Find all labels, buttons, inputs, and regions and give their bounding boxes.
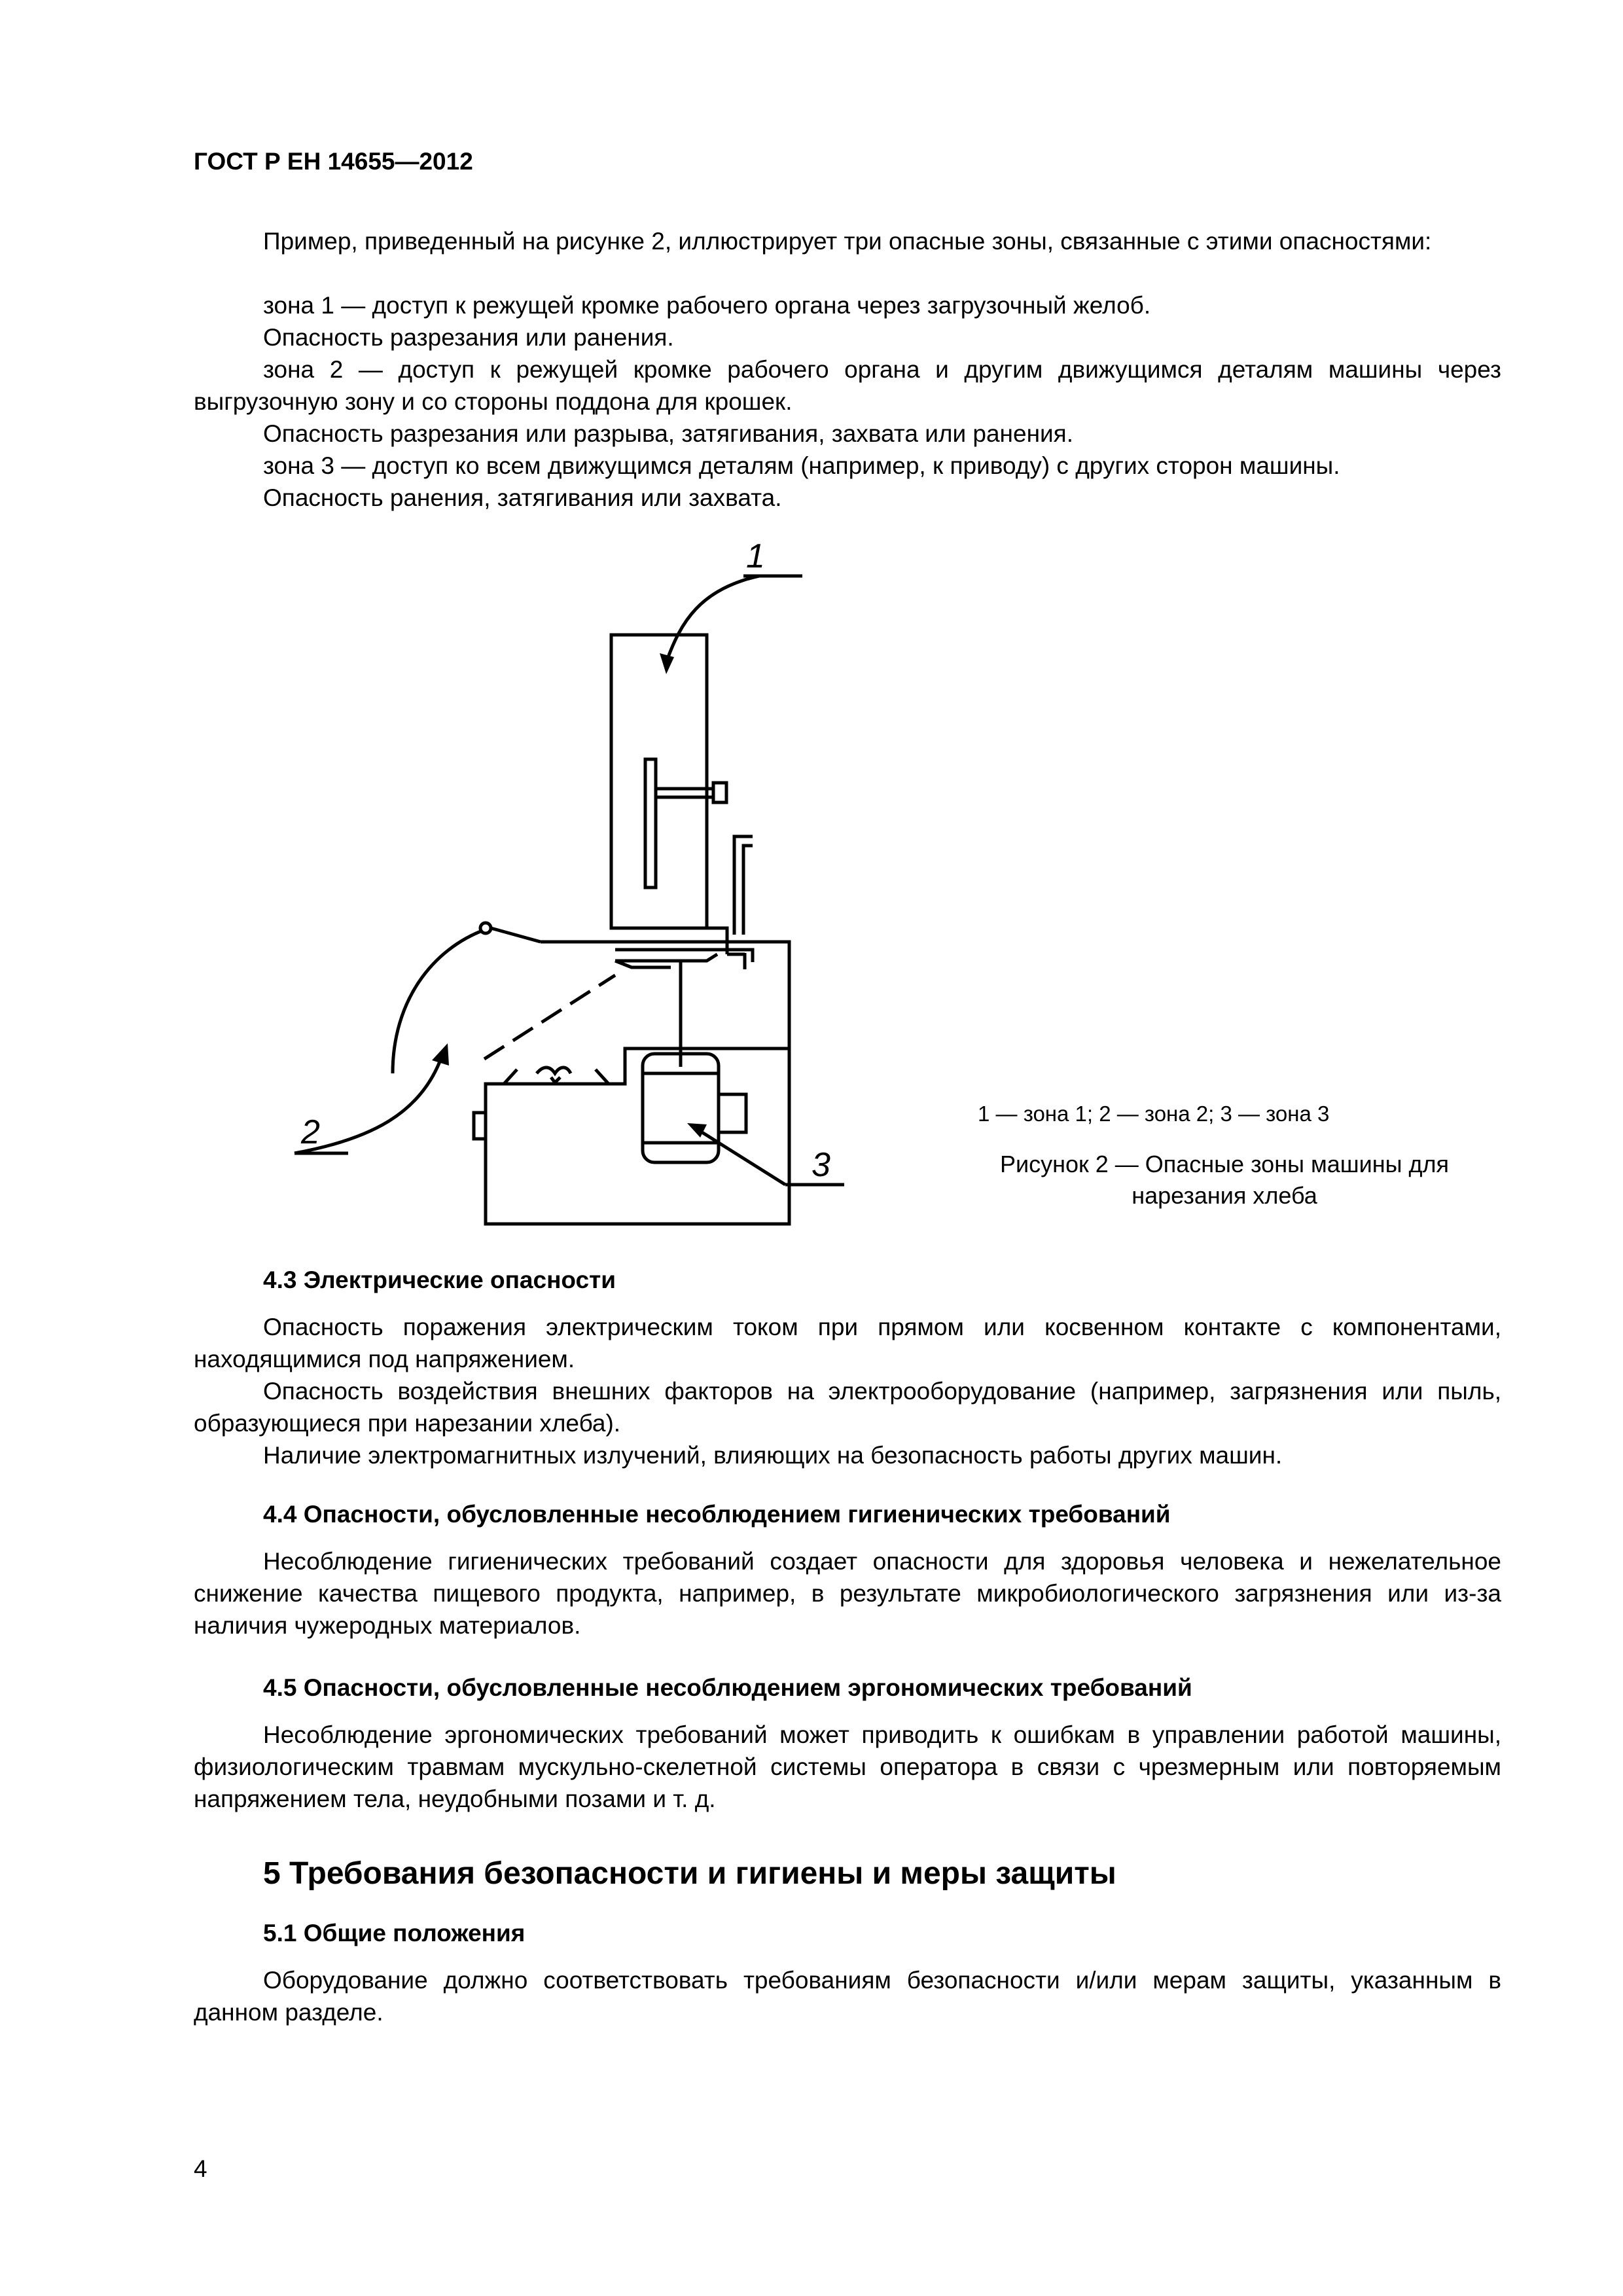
- guard-arc: [393, 929, 486, 1073]
- paragraph: зона 3 — доступ ко всем движущимся деталям (например, к приводу) с других сторон машины.: [263, 452, 1340, 479]
- paragraph: Опасность воздействия внешних факторов на электрооборудование (например, загрязнения или пыль, образующиеся при нарезании хлеба).: [194, 1378, 1501, 1437]
- paragraph: зона 2 — доступ к режущей кромке рабочего органа и другим движущимся деталям машины через выгрузочную зону и со стороны поддона для крошек.: [194, 356, 1501, 415]
- paragraph: Несоблюдение гигиенических требований создает опасности для здоровья человека и нежелательное снижение качества пищевого продукта, например, в результате микробиологического загрязнения или из-за наличия чужеродных материалов.: [194, 1548, 1501, 1639]
- paragraph: Опасность поражения электрическим током при прямом или косвенном контакте с компонентами, находящимися под напряжением.: [194, 1314, 1501, 1372]
- figure-caption: Рисунок 2 — Опасные зоны машины для нарезания хлеба: [999, 1151, 1449, 1209]
- leader-1: [666, 576, 759, 662]
- paragraph: Наличие электромагнитных излучений, влияющих на безопасность работы других машин.: [263, 1442, 1283, 1469]
- chapter-heading: 5 Требования безопасности и гигиены и меры защиты: [263, 1856, 1116, 1891]
- blade-knob: [713, 783, 726, 802]
- document-header: ГОСТ Р ЕН 14655—2012: [194, 148, 473, 175]
- motor-box: [719, 1094, 746, 1132]
- figure-label-3: 3: [812, 1146, 830, 1184]
- feed-chute: [611, 635, 707, 928]
- arrow-1: [660, 653, 674, 674]
- paragraph: зона 1 — доступ к режущей кромке рабочего органа через загрузочный желоб.: [263, 292, 1151, 319]
- section-heading: 5.1 Общие положения: [263, 1920, 526, 1946]
- figure-label-1: 1: [746, 537, 765, 575]
- blade: [645, 759, 656, 888]
- arrow-2: [432, 1043, 449, 1066]
- figure-legend: 1 — зона 1; 2 — зона 2; 3 — зона 3: [978, 1102, 1330, 1126]
- outlet-dashed: [484, 975, 615, 1059]
- side-knob: [474, 1113, 486, 1139]
- paragraph: Пример, приведенный на рисунке 2, иллюстрирует три опасные зоны, связанные с этими опасностями:: [263, 228, 1432, 255]
- motor: [643, 1054, 719, 1162]
- figure-label-2: 2: [301, 1113, 320, 1151]
- section-heading: 4.4 Опасности, обусловленные несоблюдением гигиенических требований: [263, 1501, 1171, 1528]
- paragraph: Оборудование должно соответствовать требованиям безопасности и/или мерам защиты, указанным в данном разделе.: [194, 1967, 1501, 2026]
- paragraph: Опасность ранения, затягивания или захвата.: [263, 484, 782, 511]
- paragraph: Опасность разрезания или ранения.: [263, 324, 674, 351]
- section-heading: 4.3 Электрические опасности: [263, 1266, 616, 1293]
- paragraph: Несоблюдение эргономических требований может приводить к ошибкам в управлении работой машины, физиологическим травмам мускульно-скелетной системы оператора в связи с чрезмерным или повторяемым напряжением тела, неудобными позами и т. д.: [194, 1721, 1501, 1812]
- machine-base: [486, 1049, 789, 1224]
- arrow-3: [687, 1123, 707, 1138]
- section-heading: 4.5 Опасности, обусловленные несоблюдением эргономических требований: [263, 1674, 1192, 1701]
- leader-3: [694, 1127, 785, 1185]
- page-number: 4: [194, 2155, 207, 2182]
- paragraph: Опасность разрезания или разрыва, затягивания, захвата или ранения.: [263, 420, 1073, 447]
